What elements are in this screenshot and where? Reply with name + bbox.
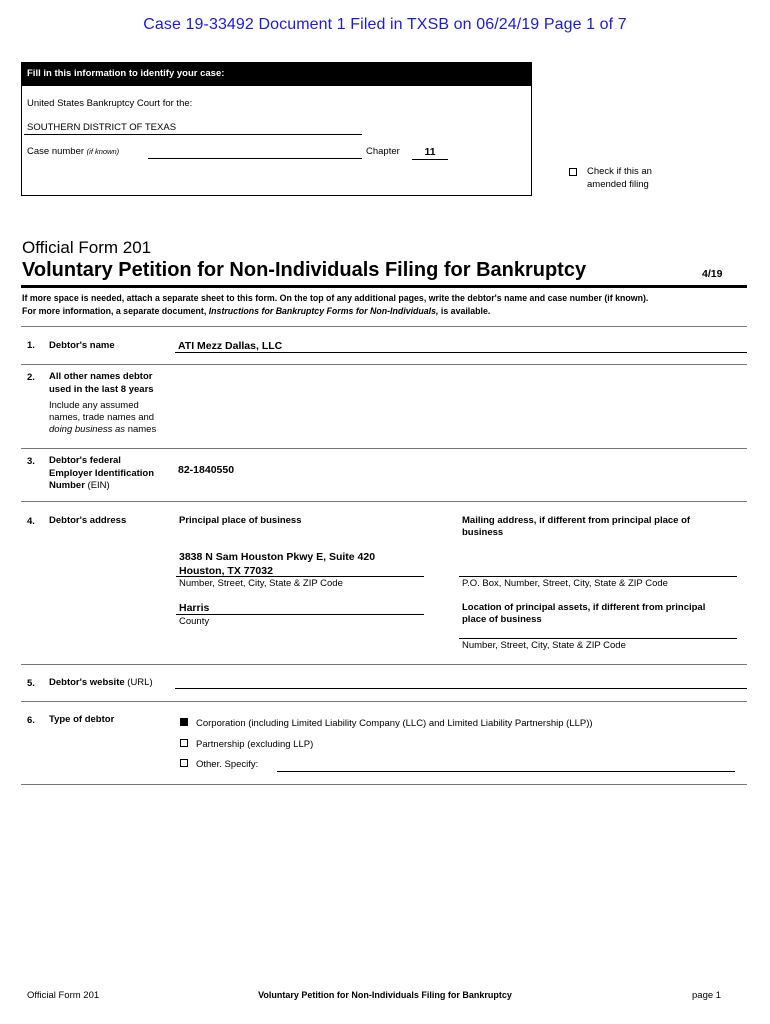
- form-name: Official Form 201: [22, 238, 152, 257]
- principal-assets-heading: [462, 602, 705, 626]
- form-title: Voluntary Petition for Non-Individuals Filing for Bankruptcy: [22, 259, 587, 281]
- divider: [21, 701, 747, 702]
- case-number-field[interactable]: [148, 146, 362, 159]
- q3-label-line3: [49, 480, 154, 493]
- footer-page-number: page 1: [692, 990, 722, 1001]
- q5-number: 5.: [27, 678, 35, 689]
- website-field[interactable]: [175, 676, 747, 689]
- case-number-label-text: Case number: [27, 146, 85, 157]
- court-label: United States Bankruptcy Court for the:: [27, 98, 193, 109]
- q3-label: [49, 455, 154, 493]
- county-value[interactable]: Harris: [179, 602, 210, 614]
- mailing-address-caption: P.O. Box, Number, Street, City, State & ZIP Code: [462, 578, 668, 589]
- assets-heading-line2: place of business: [462, 614, 542, 625]
- q2-hint-line1: Include any assumed: [49, 400, 139, 411]
- other-specify-field[interactable]: [277, 759, 735, 772]
- form-revision: 4/19: [702, 268, 723, 280]
- intro-line2-c: is available.: [438, 305, 491, 316]
- amended-filing-label: [587, 166, 652, 191]
- corporation-option-label: Corporation (including Limited Liability Company (LLC) and Limited Liability Partnership (LLP)): [196, 718, 593, 729]
- district-underline: [24, 134, 362, 135]
- q2-hint-line2: names, trade names and: [49, 412, 155, 423]
- intro-line2-a: For more information, a separate document,: [22, 305, 209, 316]
- divider: [21, 448, 747, 449]
- intro-line2-b: Instructions for Bankruptcy Forms for Non-Individuals,: [208, 305, 439, 316]
- q2-label-line2: used in the last 8 years: [49, 383, 154, 395]
- principal-street: 3838 N Sam Houston Pkwy E, Suite 420: [179, 551, 376, 563]
- q1-label: Debtor's name: [49, 340, 115, 351]
- principal-place-heading: Principal place of business: [179, 515, 302, 526]
- q2-hint-line3-a: doing business as: [49, 424, 126, 435]
- mailing-address-field[interactable]: [459, 576, 737, 577]
- other-checkbox[interactable]: [180, 759, 188, 767]
- q2-hint-line3: [49, 424, 156, 436]
- q3-label-line2: Employer Identification: [49, 467, 155, 479]
- q6-number: 6.: [27, 715, 35, 726]
- county-caption: County: [179, 616, 210, 627]
- q3-number: 3.: [27, 456, 35, 467]
- intro-line1: If more space is needed, attach a separate sheet to this form. On the top of any additional pages, write the debtor's name and case number (if known).: [22, 293, 649, 303]
- principal-address-caption: Number, Street, City, State & ZIP Code: [179, 578, 343, 589]
- mailing-address-heading: [462, 515, 690, 539]
- q3-label-line1: Debtor's federal: [49, 455, 121, 466]
- amended-label-line2: amended filing: [587, 178, 649, 190]
- ein-value[interactable]: 82-1840550: [178, 464, 235, 476]
- footer-title: Voluntary Petition for Non-Individuals Filing for Bankruptcy: [258, 990, 512, 1000]
- chapter-label: Chapter: [366, 146, 400, 157]
- corporation-checkbox[interactable]: [180, 718, 188, 726]
- q2-label: [49, 371, 154, 396]
- other-option-label: Other. Specify:: [196, 759, 259, 770]
- principal-assets-field[interactable]: [459, 638, 737, 639]
- q5-label-a: Debtor's website: [49, 677, 125, 688]
- amended-label-line1: Check if this an: [587, 166, 652, 177]
- q2-number: 2.: [27, 372, 35, 383]
- footer-form-name: Official Form 201: [27, 990, 100, 1001]
- mailing-heading-line1: Mailing address, if different from principal place of: [462, 515, 691, 526]
- q3-label-line3-b: (EIN): [84, 480, 110, 491]
- title-rule: [21, 285, 747, 288]
- q4-number: 4.: [27, 516, 35, 527]
- debtor-name-underline: [175, 352, 747, 353]
- principal-assets-caption: Number, Street, City, State & ZIP Code: [462, 640, 626, 651]
- county-underline: [176, 614, 424, 615]
- form-instructions: [22, 292, 752, 317]
- principal-city: Houston, TX 77032: [179, 565, 273, 577]
- partnership-option-label: Partnership (excluding LLP): [196, 739, 314, 750]
- q4-label: Debtor's address: [49, 515, 127, 526]
- divider: [21, 364, 747, 365]
- case-number-label: [27, 146, 119, 157]
- intro-line2: [22, 305, 752, 318]
- district-value[interactable]: SOUTHERN DISTRICT OF TEXAS: [27, 122, 177, 133]
- q2-hint: [49, 400, 156, 436]
- assets-heading-line1: Location of principal assets, if different from principal: [462, 602, 706, 613]
- principal-address-underline: [176, 576, 424, 577]
- partnership-checkbox[interactable]: [180, 739, 188, 747]
- filing-stamp: Case 19-33492 Document 1 Filed in TXSB on 06/24/19 Page 1 of 7: [143, 16, 627, 33]
- q5-label: [49, 677, 153, 690]
- amended-filing-checkbox[interactable]: [569, 168, 577, 176]
- q5-label-b: (URL): [124, 677, 153, 688]
- debtor-name-value[interactable]: ATI Mezz Dallas, LLC: [178, 340, 283, 352]
- q1-number: 1.: [27, 340, 35, 351]
- case-number-hint: (if known): [86, 147, 120, 156]
- q2-hint-line3-b: names: [125, 424, 157, 435]
- divider: [21, 501, 747, 502]
- principal-address-value[interactable]: [179, 550, 375, 578]
- chapter-value[interactable]: 11: [412, 146, 448, 160]
- divider: [21, 784, 747, 785]
- case-identification-header: Fill in this information to identify your case:: [21, 62, 532, 86]
- q6-label: Type of debtor: [49, 714, 115, 725]
- divider: [21, 664, 747, 665]
- divider: [21, 326, 747, 327]
- q3-label-line3-a: Number: [49, 480, 85, 491]
- q2-label-line1: All other names debtor: [49, 371, 153, 382]
- mailing-heading-line2: business: [462, 527, 504, 538]
